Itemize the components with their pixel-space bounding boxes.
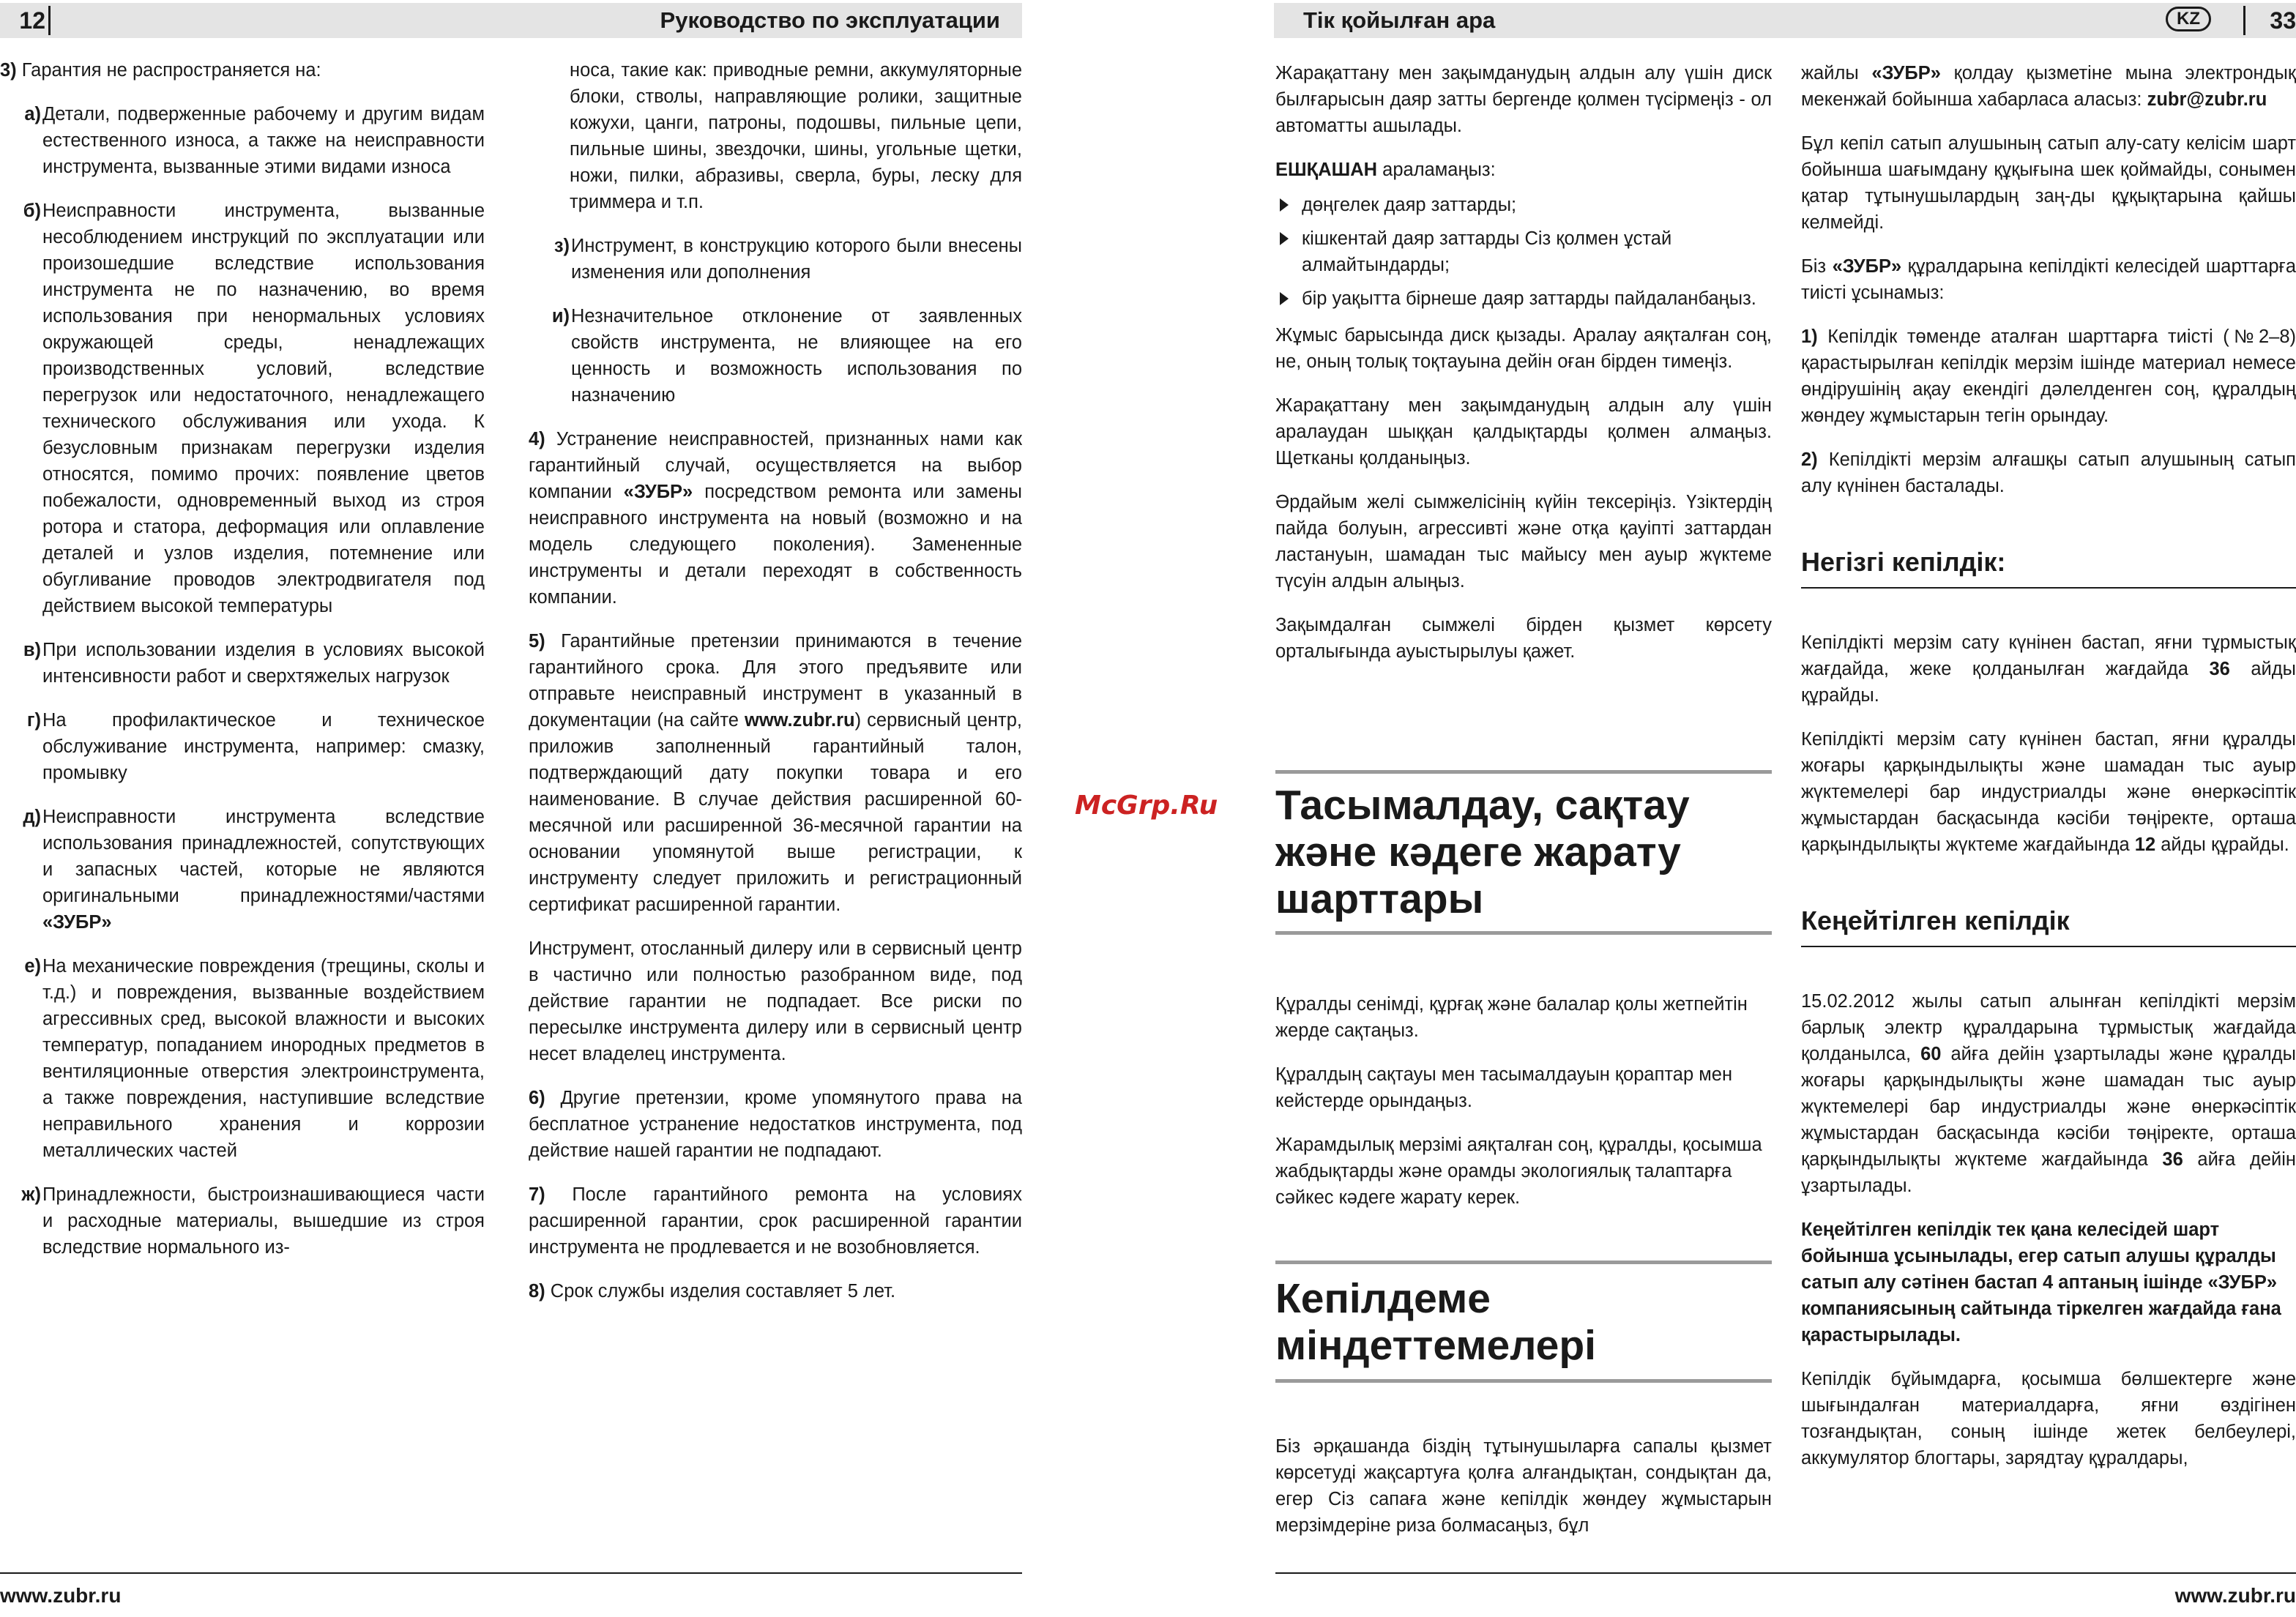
paragraph: Құралды сенімді, құрғақ және балалар қолы жетпейтін жерде сақтаңыз.	[1275, 994, 1748, 1041]
paragraph: 2) Кепілдікті мерзім алғашқы сатып алушының сатып алу күнінен басталады.	[1801, 449, 2296, 496]
paragraph: Кеңейтілген кепілдік тек қана келесідей шарт бойынша ұсынылады, егер сатып алушы құралды сатып алу сәтінен бастап 4 аптаның ішінде «ЗУБР» компаниясының сайтында тіркелген жағдайда ғана қарастырылады.	[1801, 1220, 2281, 1345]
language-badge: KZ	[2166, 7, 2211, 31]
heading-basic-warranty: Негізгі кепілдік:	[1801, 546, 2296, 589]
paragraph-5: 5) Гарантийные претензии принимаются в течение гарантийного срока. Для этого предъявите или отправьте неисправный инструмент в указанный в документации (на сайте www.zubr.ru) сервисный центр, приложив заполненный гарантийный талон, подтверждающий дату покупки товара и его наименование. В случае действия расширенной 60-месячной или расширенной 36-месячной гарантии на основании упомянутой выше регистрации, к инструменту следует приложить и регистрационный сертификат расширенной гарантии.	[529, 631, 1022, 915]
exclusion-item: д) Неисправности инструмента вследствие использования принадлежностей, сопутствующих и запасных частей, которые не являются оригинальными принадлежностями/частями «ЗУБР»	[23, 807, 485, 933]
right-page-number: 33	[2270, 7, 2296, 34]
paragraph: 15.02.2012 жылы сатып алынған кепілдікті мерзім барлық электр құралдарына тұрмыстық жағдайда қолданылса, 60 айға дейін ұзартылады және құралды жоғары қарқындылықты және шамадан тыс ауыр жүктемелері бар индустриалды және өнеркәсіптік жұмыстардан басқасында кәсіби төңіректе, орташа қарқындылықты жүктеме жағдайында 36 айға дейін ұзартылады.	[1801, 991, 2296, 1196]
left-footer-url[interactable]: www.zubr.ru	[0, 1584, 122, 1607]
paragraph: жайлы «ЗУБР» қолдау қызметіне мына электрондық мекенжай бойынша хабарласа аласыз: zubr@zubr.ru	[1801, 63, 2296, 110]
paragraph: 1) Кепілдік төменде аталған шарттарға тиісті (№2–8) қарастырылған кепілдік мерзім ішінде материал немесе өндірушінің ақау екендігі дәлелденген соң, құралдың жөндеу жұмыстарын тегін орындау.	[1801, 326, 2296, 426]
paragraph: Бұл кепіл сатып алушының сатып алу-сату келісім шарт бойынша шағымдану құқығына шек қоймайды, сонымен қатар тұтынушылардың заң-ды құқықтарына қайшы келмейді.	[1801, 133, 2296, 233]
exclusion-item: ж) Принадлежности, быстроизнашивающиеся части и расходные материалы, вышедшие из строя вследствие нормального из-	[21, 1184, 485, 1258]
exclusion-item: г) На профилактическое и техническое обслуживание инструмента, например: смазку, промывку	[26, 710, 485, 783]
paragraph: Кепілдікті мерзім сату күнінен бастап, яғни құралды жоғары қарқындылықты және шамадан тыс ауыр жүктемелері бар индустриалды және өнеркәсіптік жұмыстардан басқасында кәсіби төңіректе, орташа қарқындылықты жүктеме жағдайында 12 айды құрайды.	[1801, 729, 2296, 855]
exclusion-item: з) Инструмент, в конструкцию которого были внесены изменения или дополнения	[554, 236, 1022, 283]
right-column-2	[1801, 60, 2296, 1489]
section-title-warranty: Кепілдеме міндеттемелері	[1275, 1275, 1597, 1369]
exclusion-item: в) При использовании изделия в условиях высокой интенсивности работ и сверхтяжелых нагрузок	[23, 640, 485, 687]
paragraph: Зақымдалған сымжелі бірден қызмет көрсету орталығында ауыстырылуы қажет.	[1275, 615, 1772, 662]
left-page-number: 12	[19, 7, 45, 34]
exclusion-item: е) На механические повреждения (трещины, сколы и т.д.) и повреждения, вызванные воздействием агрессивных сред, высокой влажности и высоких температур, попаданием инородных предметов в вентиляционные отверстия электроинструмента, а также повреждения, наступившие вследствие неправильного хранения и коррозии металлических частей	[24, 956, 485, 1161]
list-item: бір уақытта бірнеше даяр заттарды пайдаланбаңыз.	[1275, 285, 1772, 312]
watermark: McGrp.Ru	[1075, 791, 1218, 821]
paragraph: Кепілдікті мерзім сату күнінен бастап, яғни тұрмыстық жағдайда, жеке қолданылған жағдайда 36 айды құрайды.	[1801, 632, 2296, 706]
bullet-arrow-icon	[1280, 292, 1289, 305]
exclusion-continuation: носа, такие как: приводные ремни, аккумуляторные блоки, стволы, направляющие ролики, защитные кожухи, цанги, патроны, подошвы, пильные цепи, пильные шины, звездочки, шины, угольные щетки, ножи, пилки, абразивы, сверла, буры, леску для триммера и т.п.	[570, 60, 1022, 212]
left-column-2	[529, 57, 1022, 1322]
warranty-section-body	[1275, 1433, 1772, 1556]
paragraph: Біз әрқашанда біздің тұтынушыларға сапалы қызмет көрсетуді жақсартуға қолға алғандықтан, сондықтан да, егер Сіз сапаға және кепілдік жөндеу жұмыстарын мерзімдеріне риза болмасаңыз, бұл	[1275, 1436, 1772, 1536]
paragraph-6: 6) Другие претензии, кроме упомянутого права на бесплатное устранение недостатков инструмента, под действие нашей гарантии не подпадают.	[529, 1088, 1022, 1161]
paragraph-dealer: Инструмент, отосланный дилеру или в сервисный центр в частично или полностью разобранном виде, под действие гарантии не подпадает. Все риски по пересылке инструмента дилеру или в сервисный центр несет владелец инструмента.	[529, 938, 1022, 1064]
list-item: дөңгелек даяр заттарды;	[1275, 192, 1772, 218]
warranty-exclusions-intro: 3) Гарантия не распространяется на:	[0, 60, 321, 81]
paragraph-4: 4) Устранение неисправностей, признанных нами как гарантийный случай, осуществляется на выбор компании «ЗУБР» посредством ремонта или замены неисправного инструмента на новый (возможно и на модель следующего поколения). Замененные инструменты и детали переходят в собственность компании.	[529, 429, 1022, 608]
left-header-title: Руководство по эксплуатации	[660, 7, 1000, 33]
right-footer-url[interactable]: www.zubr.ru	[2174, 1584, 2296, 1607]
left-column-1	[0, 57, 485, 1278]
bullet-arrow-icon	[1280, 232, 1289, 245]
heading-extended-warranty: Кеңейтілген кепілдік	[1801, 905, 2296, 947]
left-footer-rule	[0, 1572, 1022, 1574]
section-rule	[1275, 1379, 1772, 1383]
right-page-number-divider	[2243, 6, 2245, 35]
transport-section-body	[1275, 991, 1772, 1228]
paragraph: Кепілдік бұйымдарға, қосымша бөлшектерге және шығындалған материалдарға, яғни өздігінен тозғандықтан, соның ішінде жетек белбеулері, аккумулятор блогтары, зарядтау құралдары,	[1801, 1369, 2296, 1468]
bullet-arrow-icon	[1280, 198, 1289, 212]
section-rule	[1275, 931, 1772, 935]
paragraph: Жарақаттану мен зақымданудың алдын алу үшін диск былғарысын даяр затты бергенде қолмен түсірмеңіз - ол автоматты ашылады.	[1275, 63, 1772, 136]
right-column-1-top	[1275, 60, 1772, 704]
paragraph: Жарақаттану мен зақымданудың алдын алу үшін аралаудан шыққан қалдықтарды қолмен алмаңыз. Щетканы қолданыңыз.	[1275, 395, 1772, 468]
paragraph: Біз «ЗУБР» құралдарына кепілдікті келесідей шарттарға тиісті ұсынамыз:	[1801, 256, 2296, 303]
section-title-transport: Тасымалдау, сақтау және кәдеге жарату шарттары	[1275, 782, 1690, 922]
right-footer-rule	[1275, 1572, 2296, 1574]
paragraph-7: 7) После гарантийного ремонта на условиях расширенной гарантии, срок расширенной гарантии инструмента не продлевается и не возобновляется.	[529, 1184, 1022, 1258]
never-heading: ЕШҚАШАН араламаңыз:	[1275, 160, 1496, 180]
bullet-list	[1275, 192, 1772, 312]
section-rule	[1275, 1261, 1772, 1264]
exclusion-item: а) Детали, подверженные рабочему и другим видам естественного износа, а также на неисправности инструмента, вызванные этими видами износа	[24, 104, 485, 177]
exclusion-item: и) Незначительное отклонение от заявленных свойств инструмента, не влияющее на его ценность и возможность использования по назначению	[551, 306, 1022, 406]
section-rule	[1275, 770, 1772, 774]
paragraph-8: 8) Срок службы изделия составляет 5 лет.	[529, 1281, 896, 1302]
paragraph: Әрдайым желі сымжелісінің күйін тексеріңіз. Үзіктердің пайда болуын, агрессивті және отқа қауіпті заттардан ластануын, шамадан тыс майысу мен ауыр жүктеме түсуін алдын алыңыз.	[1275, 492, 1772, 591]
paragraph: Жарамдылық мерзімі аяқталған соң, құралды, қосымша жабдықтарды және орамды экологиялық талаптарға сәйкес кәдеге жарату керек.	[1275, 1135, 1762, 1208]
paragraph: Жұмыс барысында диск қызады. Аралау аяқталған соң, не, оның толық тоқтауына дейін оған бірден тимеңіз.	[1275, 325, 1772, 372]
exclusion-item: б) Неисправности инструмента, вызванные несоблюдением инструкций по эксплуатации или произошедшие вследствие использования инструмента не по назначению, во время использования при ненормальных условиях окружающей среды, ненадлежащих производственных условий, вследствие перегрузок или недостаточного, ненадлежащего технического обслуживания или ухода. К безусловным признакам перегрузки изделия относятся, помимо прочих: появление цветов побежалости, одновременный выход из строя ротора и статора, деформация или оплавление деталей и узлов изделия, потемнение или обугливание проводов электродвигателя под действием высокой температуры	[23, 201, 485, 616]
paragraph: Құралдың сақтауы мен тасымалдауын қораптар мен кейстерде орындаңыз.	[1275, 1064, 1733, 1111]
list-item: кішкентай даяр заттарды Сіз қолмен ұстай алмайтындарды;	[1275, 225, 1772, 278]
right-header-title: Тік қойылған ара	[1303, 7, 1496, 33]
